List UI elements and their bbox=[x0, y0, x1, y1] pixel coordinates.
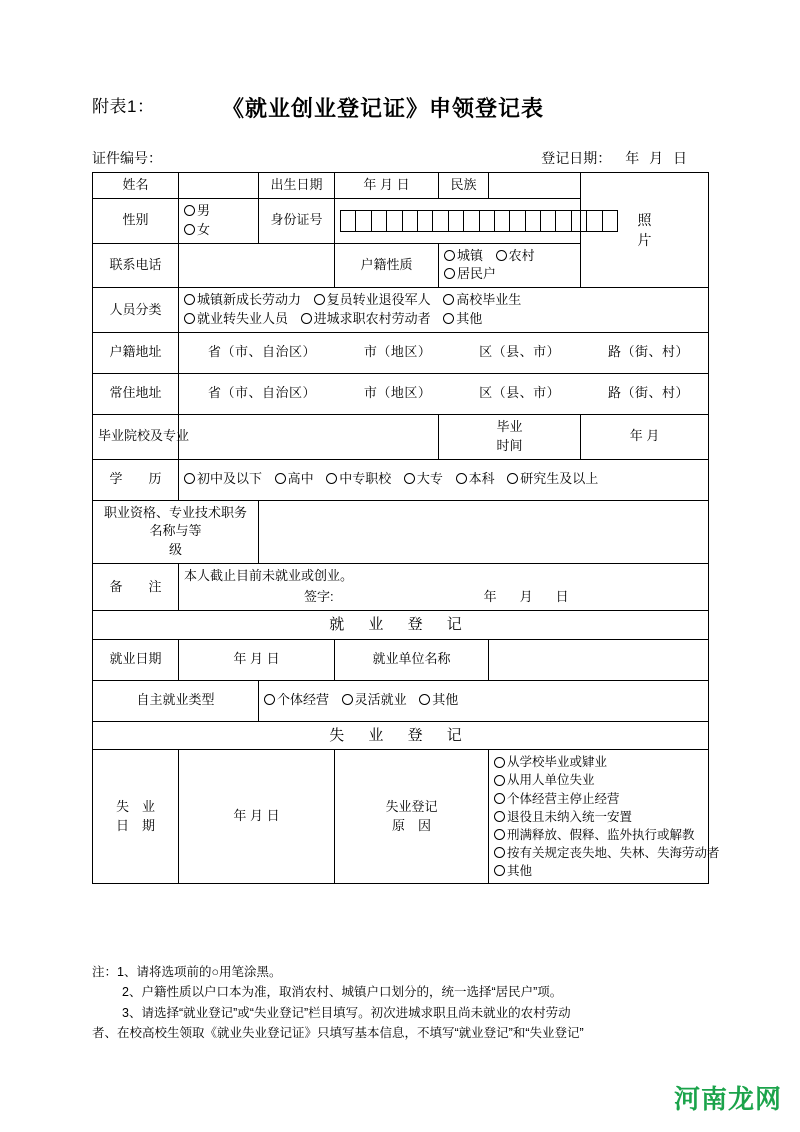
address-part-province: 省（市、自治区） bbox=[208, 385, 317, 401]
radio-icon[interactable] bbox=[184, 313, 195, 324]
id-cell[interactable] bbox=[387, 211, 402, 231]
unemployment-date-label bbox=[93, 750, 179, 884]
category-option-2[interactable] bbox=[443, 291, 521, 310]
table-row bbox=[93, 750, 709, 884]
self-emp-option-2[interactable] bbox=[419, 691, 458, 710]
radio-icon[interactable] bbox=[326, 473, 337, 484]
household-option-urban[interactable] bbox=[444, 247, 483, 266]
unemployment-date-value[interactable]: 年 月 日 bbox=[179, 750, 335, 884]
note-line-1: 注：1、请将选项前的○用笔涂黑。 bbox=[92, 965, 282, 979]
graduation-time-label bbox=[439, 414, 581, 459]
category-option-4[interactable] bbox=[301, 310, 431, 329]
id-cell[interactable] bbox=[556, 211, 571, 231]
table-row bbox=[93, 564, 709, 611]
radio-icon[interactable] bbox=[494, 793, 505, 804]
radio-icon[interactable] bbox=[184, 294, 195, 305]
radio-icon[interactable] bbox=[184, 205, 195, 216]
birthdate-value[interactable]: 年 月 日 bbox=[335, 173, 439, 199]
radio-icon[interactable] bbox=[419, 694, 430, 705]
unemployment-reason-label bbox=[335, 750, 489, 884]
id-cell[interactable] bbox=[403, 211, 418, 231]
photo-label-line2: 片 bbox=[637, 232, 652, 249]
table-row bbox=[93, 414, 709, 459]
unemp-reason-option-0[interactable] bbox=[494, 753, 607, 771]
unemployment-date-label-line2: 日 期 bbox=[115, 817, 155, 833]
name-label: 姓名 bbox=[93, 173, 179, 199]
nationality-label: 民族 bbox=[439, 173, 489, 199]
subheader bbox=[92, 148, 708, 168]
unemp-reason-row-2[interactable] bbox=[494, 826, 720, 862]
address-parts bbox=[184, 343, 703, 362]
radio-icon[interactable] bbox=[494, 847, 505, 858]
household-type-options[interactable] bbox=[439, 243, 581, 288]
note-line-2: 2、户籍性质以户口本为准，取消农村、城镇户口划分的，统一选择“居民户”项。 bbox=[122, 985, 563, 1000]
table-row bbox=[93, 459, 709, 500]
radio-icon[interactable] bbox=[342, 694, 353, 705]
qualification-label-line2: 级 bbox=[168, 542, 182, 558]
address-parts bbox=[184, 384, 703, 403]
radio-icon[interactable] bbox=[275, 473, 286, 484]
radio-icon[interactable] bbox=[184, 473, 195, 484]
table-row bbox=[93, 639, 709, 680]
employment-section-title: 就 业 登 记 bbox=[93, 610, 709, 639]
watermark bbox=[674, 1079, 782, 1116]
self-employment-options[interactable] bbox=[259, 680, 709, 721]
note-line-3: 3、请选择“就业登记”或“失业登记”栏目填写。初次进城求职且尚未就业的农村劳动 bbox=[122, 1005, 571, 1020]
category-option-1[interactable] bbox=[314, 291, 431, 310]
id-cell[interactable] bbox=[603, 211, 617, 231]
education-option-4-label: 本科 bbox=[468, 471, 495, 487]
education-option-3-label: 大专 bbox=[416, 471, 443, 487]
address-part-street: 路（街、村） bbox=[607, 385, 689, 401]
household-option-rural[interactable] bbox=[496, 247, 535, 266]
radio-icon[interactable] bbox=[301, 313, 312, 324]
radio-icon[interactable] bbox=[314, 294, 325, 305]
id-cell[interactable] bbox=[587, 211, 602, 231]
employment-date-label: 就业日期 bbox=[93, 639, 179, 680]
personnel-category-label: 人员分类 bbox=[93, 288, 179, 333]
address-part-district: 区（县、市） bbox=[479, 344, 561, 360]
education-option-2[interactable] bbox=[326, 470, 391, 489]
application-form-table bbox=[92, 172, 720, 884]
id-cell[interactable] bbox=[341, 211, 356, 231]
radio-icon[interactable] bbox=[494, 775, 505, 786]
id-cell[interactable] bbox=[449, 211, 464, 231]
employer-name-value[interactable] bbox=[489, 639, 709, 680]
unemp-reason-option-5[interactable] bbox=[494, 844, 720, 862]
phone-value[interactable] bbox=[179, 243, 335, 288]
education-option-1-label: 高中 bbox=[287, 471, 314, 487]
id-cell[interactable] bbox=[372, 211, 387, 231]
gender-label: 性别 bbox=[93, 198, 179, 243]
name-value[interactable] bbox=[179, 173, 259, 199]
table-row bbox=[93, 173, 709, 199]
household-option-resident[interactable] bbox=[444, 265, 496, 284]
employment-date-value[interactable]: 年 月 日 bbox=[179, 639, 335, 680]
employer-name-label: 就业单位名称 bbox=[335, 639, 489, 680]
household-option-resident-label: 居民户 bbox=[457, 266, 497, 282]
education-option-3[interactable] bbox=[404, 470, 443, 489]
gender-female-label: 女 bbox=[197, 221, 211, 237]
radio-icon[interactable] bbox=[507, 473, 518, 484]
radio-icon[interactable] bbox=[443, 313, 454, 324]
unemployment-reason-label-line2: 原 因 bbox=[392, 817, 432, 833]
id-number-value[interactable] bbox=[335, 198, 581, 243]
address-part-city: 市（地区） bbox=[363, 385, 432, 401]
address-part-district: 区（县、市） bbox=[479, 385, 561, 401]
education-option-1[interactable] bbox=[275, 470, 314, 489]
category-option-3-label: 就业转失业人员 bbox=[197, 311, 289, 327]
gender-option-female[interactable] bbox=[184, 221, 253, 240]
household-option-urban-label: 城镇 bbox=[457, 247, 484, 263]
table-row bbox=[93, 288, 709, 333]
unemp-reason-option-6[interactable] bbox=[494, 862, 532, 880]
id-number-grid[interactable] bbox=[340, 210, 618, 232]
unemployment-reason-label-line1: 失业登记 bbox=[385, 798, 438, 814]
self-emp-option-0-label: 个体经营 bbox=[277, 692, 330, 708]
education-option-0[interactable] bbox=[184, 470, 262, 489]
id-cell[interactable] bbox=[541, 211, 556, 231]
table-row bbox=[93, 332, 709, 373]
unemployment-section-title: 失 业 登 记 bbox=[93, 721, 709, 750]
category-option-0-label: 城镇新成长劳动力 bbox=[197, 292, 302, 308]
unemp-reason-option-5-label: 按有关规定丧失地、失林、失海劳动者 bbox=[507, 845, 720, 860]
remark-label: 备 注 bbox=[93, 564, 179, 611]
qualification-label bbox=[93, 500, 259, 564]
radio-icon[interactable] bbox=[443, 294, 454, 305]
self-employment-type-label: 自主就业类型 bbox=[93, 680, 259, 721]
id-cell[interactable] bbox=[572, 211, 587, 231]
unemp-reason-option-4[interactable] bbox=[494, 826, 695, 844]
unemp-reason-option-6-label: 其他 bbox=[507, 864, 533, 879]
education-option-5[interactable] bbox=[507, 470, 598, 489]
id-cell[interactable] bbox=[480, 211, 495, 231]
graduation-time-label-line1: 毕业 bbox=[496, 418, 523, 434]
unemp-reason-row-0[interactable] bbox=[494, 753, 703, 789]
category-option-1-label: 复员转业退役军人 bbox=[326, 292, 431, 308]
phone-label: 联系电话 bbox=[93, 243, 179, 288]
personnel-category-options[interactable] bbox=[179, 288, 709, 333]
radio-icon[interactable] bbox=[404, 473, 415, 484]
category-option-5-label: 其他 bbox=[456, 311, 483, 327]
page-title: 《就业创业登记证》申领登记表 bbox=[222, 96, 545, 121]
school-major-label: 毕业院校及专业 bbox=[93, 414, 179, 459]
id-cell[interactable] bbox=[433, 211, 448, 231]
gender-options[interactable] bbox=[179, 198, 259, 243]
radio-icon[interactable] bbox=[444, 268, 455, 279]
household-option-rural-label: 农村 bbox=[508, 247, 535, 263]
photo-label-line1: 照 bbox=[637, 211, 652, 228]
household-type-label: 户籍性质 bbox=[335, 243, 439, 288]
gender-option-male[interactable] bbox=[184, 202, 253, 221]
unemp-reason-option-3[interactable] bbox=[494, 808, 632, 826]
remark-value[interactable] bbox=[179, 564, 709, 611]
residence-address-value[interactable] bbox=[179, 373, 709, 414]
table-row bbox=[93, 500, 709, 564]
radio-icon[interactable] bbox=[264, 694, 275, 705]
household-address-value[interactable] bbox=[179, 332, 709, 373]
nationality-value[interactable] bbox=[489, 173, 581, 199]
qualification-label-line1: 职业资格、专业技术职务名称与等 bbox=[103, 504, 247, 539]
remark-signature-row bbox=[184, 586, 703, 607]
category-option-5[interactable] bbox=[443, 310, 482, 329]
unemp-reason-row-1[interactable] bbox=[494, 790, 703, 826]
unemployment-date-label-line1: 失 业 bbox=[115, 798, 155, 814]
id-cell[interactable] bbox=[495, 211, 510, 231]
address-part-province: 省（市、自治区） bbox=[208, 344, 317, 360]
education-option-2-label: 中专职校 bbox=[339, 471, 392, 487]
address-part-street: 路（街、村） bbox=[607, 344, 689, 360]
radio-icon[interactable] bbox=[184, 224, 195, 235]
remark-date-blank[interactable]: 年 月 日 bbox=[483, 588, 574, 604]
self-emp-option-1-label: 灵活就业 bbox=[354, 692, 407, 708]
radio-icon[interactable] bbox=[496, 250, 507, 261]
form-notes bbox=[92, 962, 712, 1043]
remark-signature-label[interactable]: 签字: bbox=[304, 588, 334, 604]
category-option-0[interactable] bbox=[184, 291, 301, 310]
attachment-label: 附表1： bbox=[92, 97, 155, 116]
education-option-5-label: 研究生及以上 bbox=[520, 471, 599, 487]
id-number-label: 身份证号 bbox=[259, 198, 335, 243]
unemployment-reason-options[interactable] bbox=[489, 750, 720, 884]
unemp-reason-row-3[interactable] bbox=[494, 862, 703, 880]
education-option-4[interactable] bbox=[456, 470, 495, 489]
unemp-reason-option-2[interactable] bbox=[494, 790, 620, 808]
birthdate-label: 出生日期 bbox=[259, 173, 335, 199]
self-emp-option-1[interactable] bbox=[342, 691, 407, 710]
id-cell[interactable] bbox=[464, 211, 479, 231]
registration-date-group bbox=[541, 148, 708, 168]
graduation-time-label-line2: 时间 bbox=[496, 437, 523, 453]
watermark-text: 河南龙网 bbox=[673, 1084, 782, 1114]
residence-address-label: 常住地址 bbox=[93, 373, 179, 414]
radio-icon[interactable] bbox=[494, 865, 505, 876]
unemp-reason-option-1-label: 从用人单位失业 bbox=[507, 773, 595, 788]
self-emp-option-0[interactable] bbox=[264, 691, 329, 710]
unemp-reason-option-0-label: 从学校毕业或肄业 bbox=[507, 755, 608, 770]
radio-icon[interactable] bbox=[494, 757, 505, 768]
address-part-city: 市（地区） bbox=[363, 344, 432, 360]
education-options[interactable] bbox=[179, 459, 709, 500]
category-option-2-label: 高校毕业生 bbox=[456, 292, 522, 308]
self-emp-option-2-label: 其他 bbox=[432, 692, 459, 708]
gender-male-label: 男 bbox=[197, 202, 211, 218]
category-option-3[interactable] bbox=[184, 310, 288, 329]
certificate-number-label: 证件编号： bbox=[92, 150, 162, 166]
id-cell[interactable] bbox=[356, 211, 371, 231]
education-label: 学 历 bbox=[93, 459, 179, 500]
note-line-4: 者、在校高校生领取《就业失业登记证》只填写基本信息，不填写“就业登记”和“失业登记” bbox=[92, 1025, 584, 1040]
category-option-4-label: 进城求职农村劳动者 bbox=[313, 311, 431, 327]
table-row bbox=[93, 373, 709, 414]
table-row bbox=[93, 610, 709, 639]
school-major-value[interactable] bbox=[179, 414, 439, 459]
unemp-reason-option-2-label: 个体经营主停止经营 bbox=[507, 791, 620, 806]
unemp-reason-option-4-label: 刑满释放、假释、监外执行或解教 bbox=[507, 827, 695, 842]
unemp-reason-option-3-label: 退役且未纳入统一安置 bbox=[507, 809, 633, 824]
radio-icon[interactable] bbox=[494, 811, 505, 822]
graduation-time-value[interactable]: 年 月 bbox=[581, 414, 709, 459]
radio-icon[interactable] bbox=[456, 473, 467, 484]
household-address-label: 户籍地址 bbox=[93, 332, 179, 373]
education-option-0-label: 初中及以下 bbox=[197, 471, 263, 487]
registration-date-blank: 年 月 日 bbox=[625, 150, 690, 166]
table-row bbox=[93, 680, 709, 721]
table-row bbox=[93, 721, 709, 750]
radio-icon[interactable] bbox=[444, 250, 455, 261]
id-cell[interactable] bbox=[510, 211, 525, 231]
radio-icon[interactable] bbox=[494, 829, 505, 840]
remark-text: 本人截止目前未就业或创业。 bbox=[184, 568, 354, 584]
qualification-value[interactable] bbox=[259, 500, 709, 564]
registration-date-label: 登记日期： bbox=[541, 150, 612, 166]
unemp-reason-option-1[interactable] bbox=[494, 771, 595, 789]
id-cell[interactable] bbox=[526, 211, 541, 231]
id-cell[interactable] bbox=[418, 211, 433, 231]
